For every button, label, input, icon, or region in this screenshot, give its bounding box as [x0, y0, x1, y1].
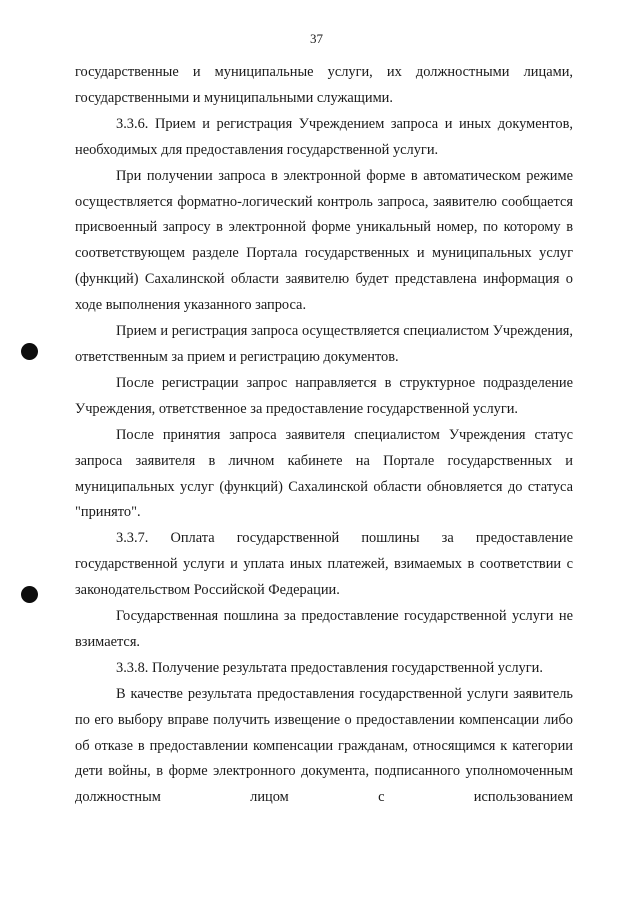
page-number: 37: [310, 31, 323, 46]
paragraph: Государственная пошлина за предоставление государственной услуги не взимается.: [75, 608, 573, 650]
paragraph: В качестве результата предоставления государственной услуги заявитель по его выбору вправе получить извещение о предоставлении компенсации либо об отказе в предоставлении компенсации гражданам, относящимся к категории дети войны, в форме электронного документа, подписанного уполномоченным должностным лицом с использованием: [75, 685, 573, 806]
paragraph: При получении запроса в электронной форме в автоматическом режиме осуществляется форматно-логический контроль запроса, заявителю сообщается присвоенный запросу в электронной форме уникальный номер, по которому в соответствующем разделе Портала государственных и муниципальных услуг (функций) Сахалинской области заявителю будет представлена информация о ходе выполнения указанного запроса.: [75, 167, 573, 314]
paragraph: После регистрации запрос направляется в структурное подразделение Учреждения, ответственное за предоставление государственной услуги.: [75, 374, 573, 417]
document-body: [75, 60, 573, 811]
punch-hole: [21, 343, 38, 360]
paragraph: 3.3.6. Прием и регистрация Учреждением запроса и иных документов, необходимых для предоставления государственной услуги.: [75, 115, 573, 158]
paragraph: 3.3.7. Оплата государственной пошлины за предоставление государственной услуги и уплата иных платежей, взимаемых в соответствии с законодательством Российской Федерации.: [75, 530, 573, 599]
paragraph: Прием и регистрация запроса осуществляется специалистом Учреждения, ответственным за прием и регистрацию документов.: [75, 323, 573, 365]
paragraph: После принятия запроса заявителя специалистом Учреждения статус запроса заявителя в личном кабинете на Портале государственных и муниципальных услуг (функций) Сахалинской области обновляется до статуса "принято".: [75, 426, 573, 521]
paragraph: 3.3.8. Получение результата предоставления государственной услуги.: [116, 659, 543, 676]
paragraph: государственные и муниципальные услуги, их должностными лицами, государственными и муниципальными служащими.: [75, 64, 573, 106]
punch-hole: [21, 586, 38, 603]
